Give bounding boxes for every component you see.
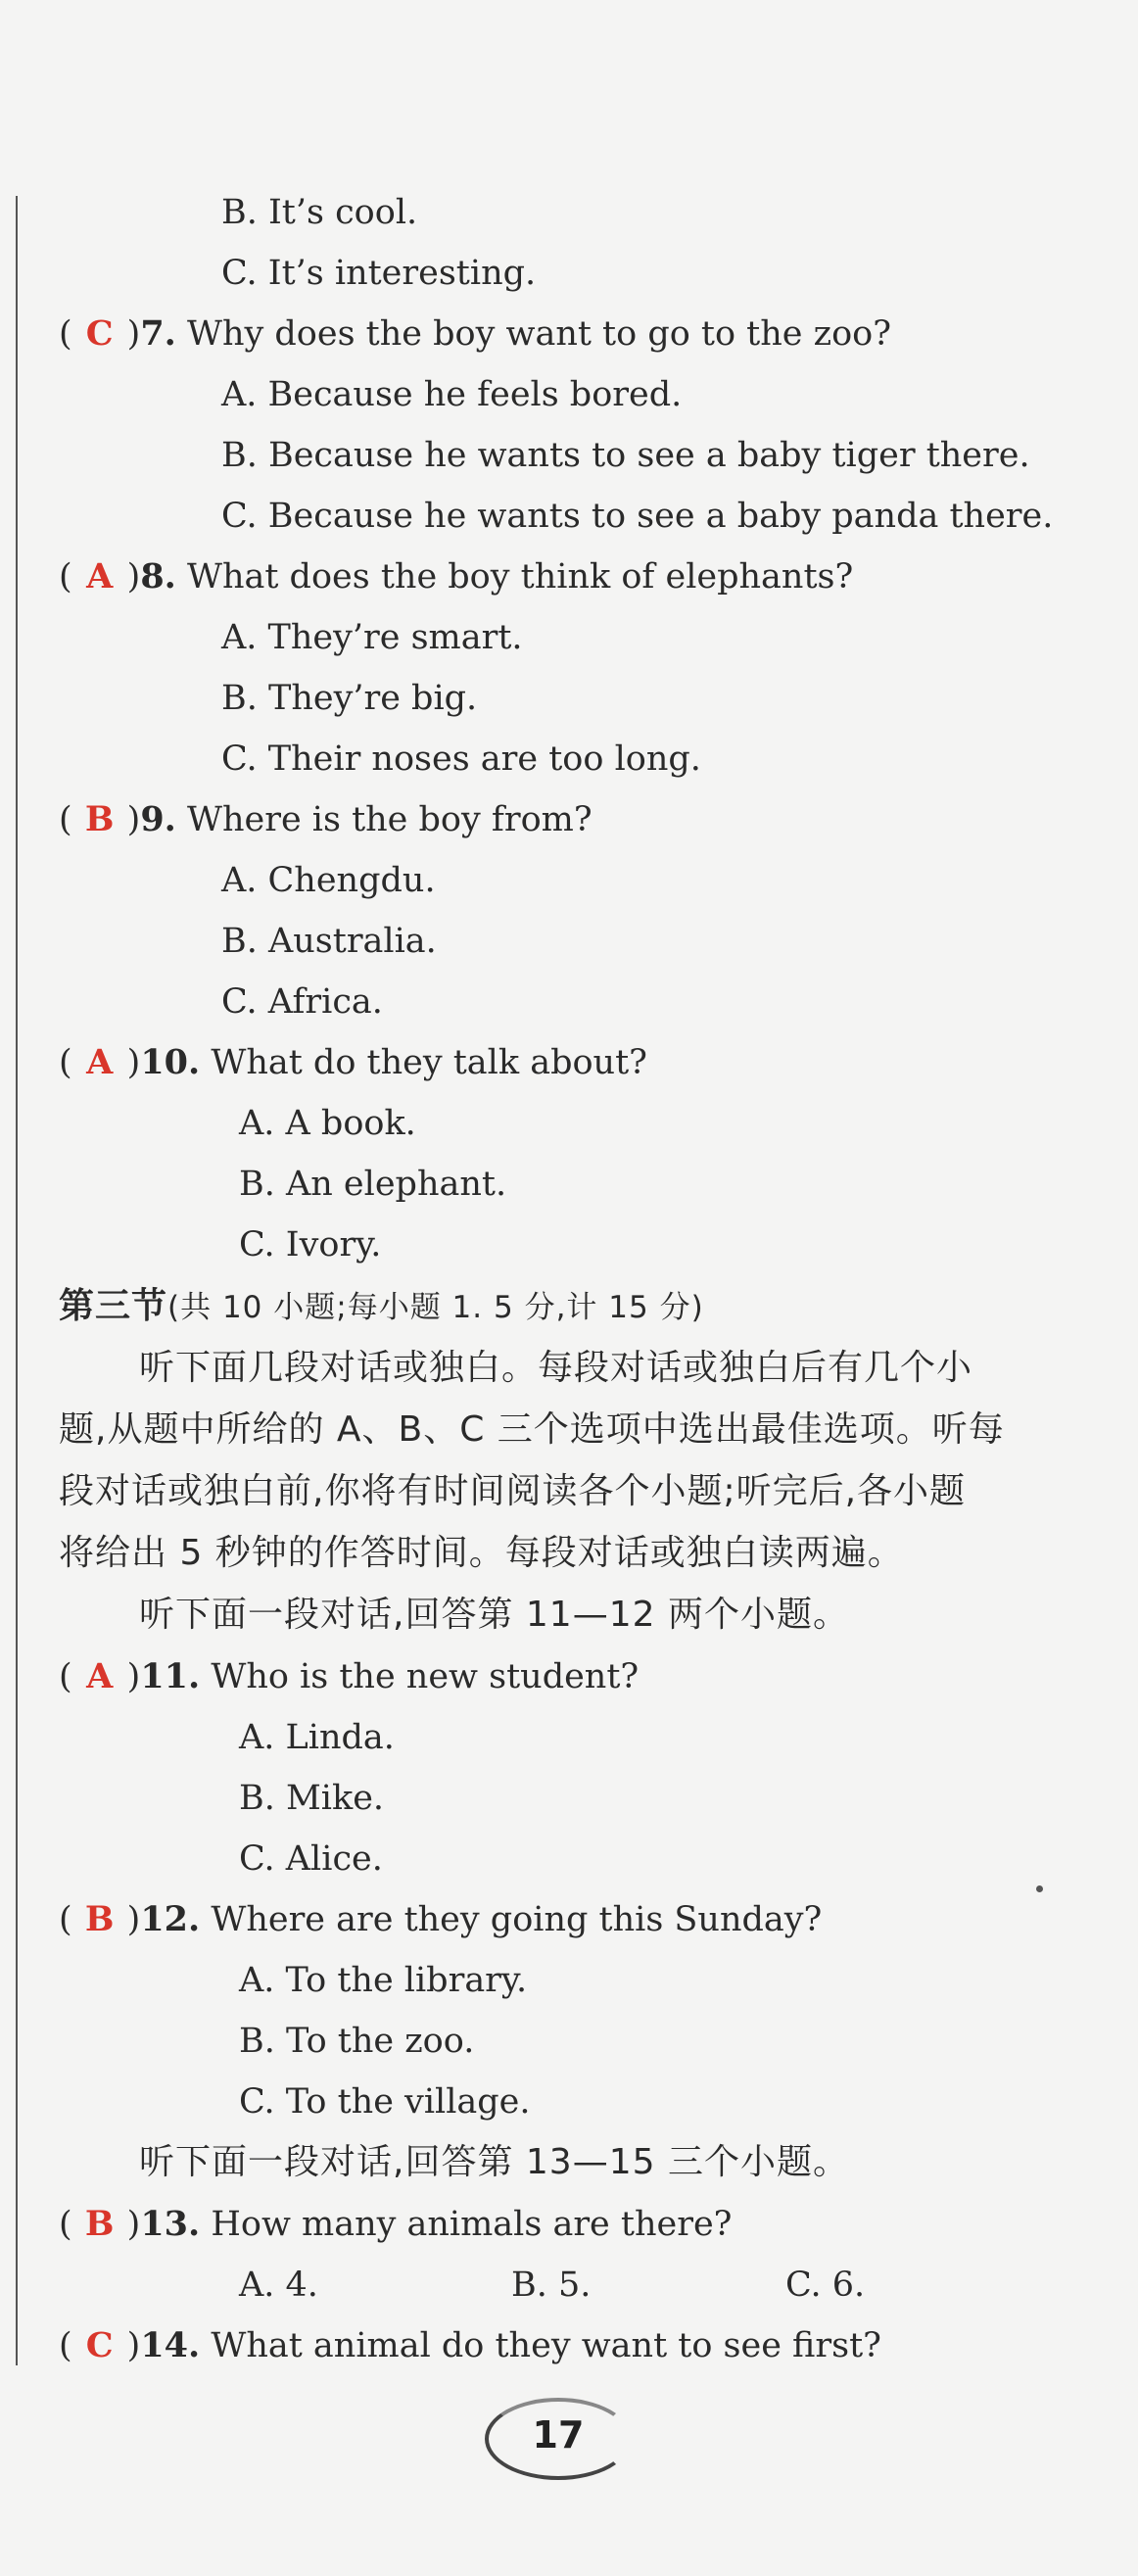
option-line: A. They’re smart.	[221, 618, 523, 657]
option-line: C. It’s interesting.	[221, 254, 537, 293]
question-number: 10.	[140, 1042, 201, 1082]
margin-line	[16, 196, 18, 2365]
dialog-instruction: 听下面一段对话,回答第 13—15 三个小题。	[139, 2142, 849, 2182]
option-c: C. 6.	[785, 2266, 866, 2305]
question-12	[59, 1898, 822, 1941]
option-line: C. Africa.	[221, 982, 383, 1022]
option-line: B. An elephant.	[239, 1165, 507, 1204]
paren-open: (	[59, 314, 72, 354]
paren-close: )	[126, 2326, 141, 2365]
option-line: B. To the zoo.	[239, 2022, 475, 2061]
section-heading	[59, 1285, 704, 1329]
option-line: A. A book.	[239, 1104, 416, 1143]
paren-open: (	[59, 557, 72, 596]
instruction-line: 段对话或独白前,你将有时间阅读各个小题;听完后,各小题	[59, 1471, 967, 1511]
option-row	[239, 2264, 865, 2307]
question-number: 14.	[140, 2325, 201, 2365]
paren-open: (	[59, 2205, 72, 2244]
page-number: 17	[532, 2413, 585, 2457]
paren-close: )	[126, 314, 141, 354]
option-line: B. Mike.	[239, 1779, 385, 1818]
option-line: B. Australia.	[221, 922, 437, 961]
paren-close: )	[126, 1657, 141, 1696]
question-text: What does the boy think of elephants?	[175, 557, 854, 596]
question-text: Who is the new student?	[200, 1657, 640, 1696]
answer-mark: B	[84, 1899, 115, 1939]
section-title: 第三节	[59, 1286, 168, 1326]
option-line: C. Alice.	[239, 1839, 383, 1879]
option-line: A. To the library.	[239, 1961, 528, 2000]
option-line: C. Ivory.	[239, 1225, 382, 1264]
question-text: Why does the boy want to go to the zoo?	[175, 314, 891, 354]
question-number: 9.	[140, 799, 176, 839]
question-text: What animal do they want to see first?	[200, 2326, 881, 2365]
paren-open: (	[59, 800, 72, 839]
question-text: How many animals are there?	[200, 2205, 733, 2244]
answer-mark: A	[86, 1042, 114, 1082]
question-number: 8.	[140, 556, 176, 596]
option-line: C. Because he wants to see a baby panda there.	[221, 497, 1054, 536]
option-a: A. 4.	[239, 2266, 318, 2305]
answer-mark: A	[86, 1656, 114, 1696]
question-number: 7.	[140, 313, 176, 354]
question-text: What do they talk about?	[200, 1043, 647, 1082]
question-number: 12.	[140, 1899, 201, 1939]
question-number: 11.	[140, 1656, 201, 1696]
section-note: (共 10 小题;每小题 1. 5 分,计 15 分)	[167, 1290, 704, 1325]
option-line: A. Because he feels bored.	[221, 375, 683, 414]
question-7	[59, 312, 891, 356]
paren-close: )	[126, 2205, 141, 2244]
answer-mark: C	[85, 2325, 114, 2365]
option-line: C. Their noses are too long.	[221, 739, 701, 779]
option-line: B. They’re big.	[221, 679, 478, 718]
instruction-line: 题,从题中所给的 A、B、C 三个选项中选出最佳选项。听每	[59, 1409, 1005, 1450]
dialog-instruction: 听下面一段对话,回答第 11—12 两个小题。	[139, 1595, 849, 1635]
question-10	[59, 1041, 647, 1084]
answer-mark: B	[84, 799, 115, 839]
option-b: B. 5.	[511, 2266, 592, 2305]
question-text: Where is the boy from?	[175, 800, 593, 839]
question-14	[59, 2324, 881, 2367]
paren-close: )	[126, 557, 141, 596]
page-number-badge	[485, 2398, 632, 2480]
paren-open: (	[59, 1657, 72, 1696]
paren-open: (	[59, 2326, 72, 2365]
answer-mark: C	[85, 313, 114, 354]
paren-open: (	[59, 1043, 72, 1082]
paren-close: )	[126, 1900, 141, 1939]
question-number: 13.	[140, 2204, 201, 2244]
instruction-line: 听下面几段对话或独白。每段对话或独白后有几个小	[139, 1348, 973, 1388]
paren-open: (	[59, 1900, 72, 1939]
question-13	[59, 2203, 732, 2246]
paren-close: )	[126, 800, 141, 839]
option-line: C. To the village.	[239, 2082, 531, 2122]
option-line: A. Linda.	[239, 1718, 395, 1757]
question-9	[59, 798, 593, 841]
option-line: B. It’s cool.	[221, 193, 418, 232]
question-11	[59, 1655, 639, 1698]
answer-mark: A	[86, 556, 114, 596]
option-line: A. Chengdu.	[221, 861, 436, 900]
paren-close: )	[126, 1043, 141, 1082]
instruction-line: 将给出 5 秒钟的作答时间。每段对话或独白读两遍。	[59, 1533, 904, 1573]
option-line: B. Because he wants to see a baby tiger there.	[221, 436, 1030, 475]
speck	[1036, 1885, 1043, 1892]
question-text: Where are they going this Sunday?	[200, 1900, 823, 1939]
question-8	[59, 555, 853, 598]
answer-mark: B	[84, 2204, 115, 2244]
